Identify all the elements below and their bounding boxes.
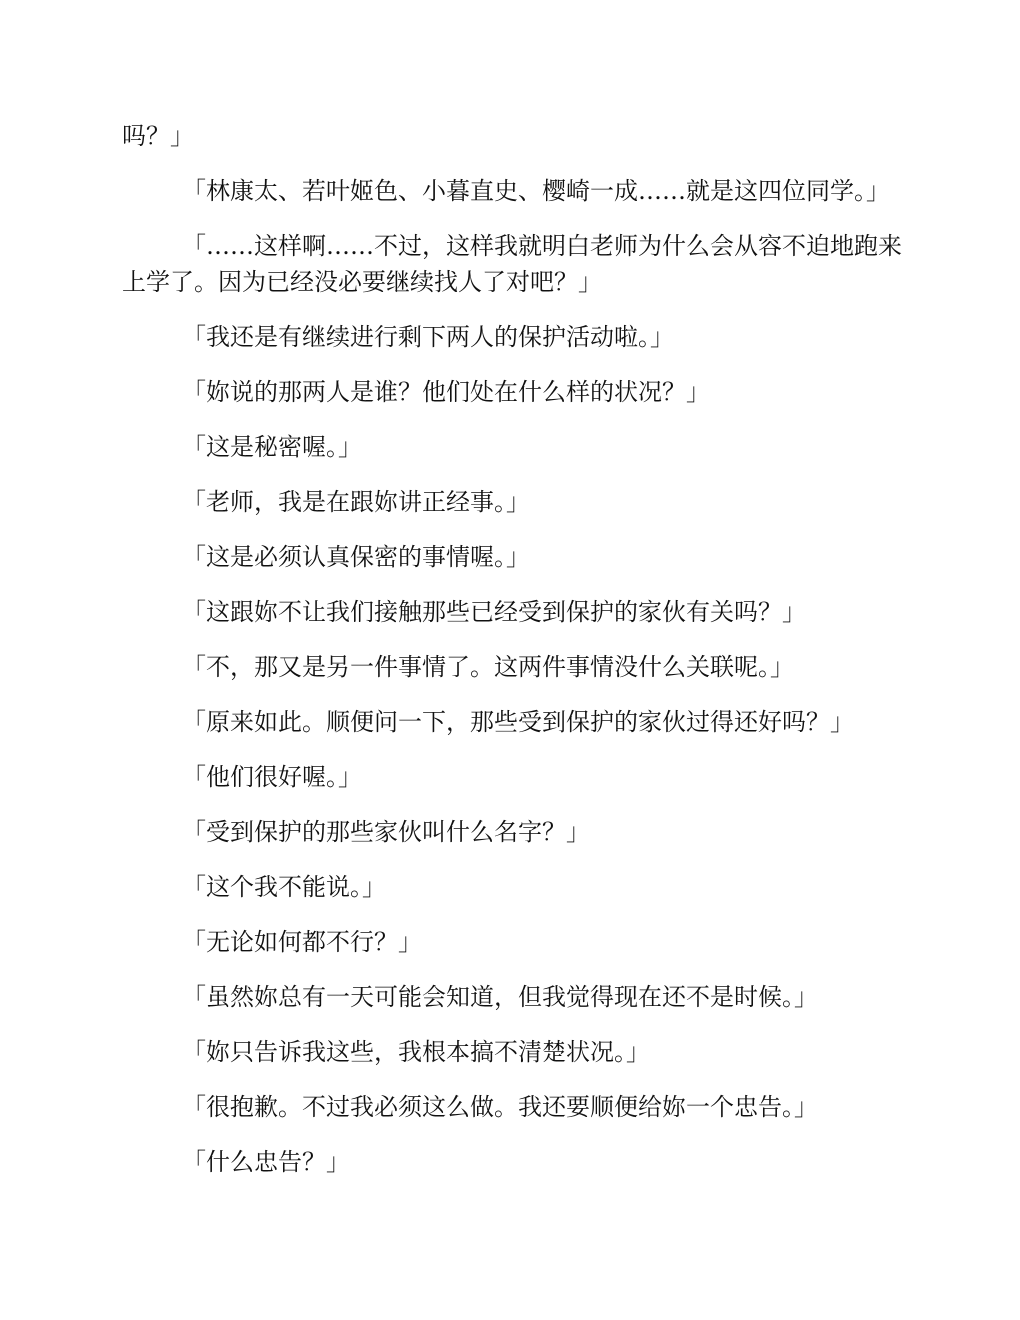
paragraph: 「这是必须认真保密的事情喔。」 <box>182 543 530 571</box>
paragraph: 「他们很好喔。」 <box>182 763 362 791</box>
paragraph: 「妳只告诉我这些，我根本搞不清楚状况。」 <box>182 1038 650 1066</box>
paragraph: 「林康太、若叶姬色、小暮直史、樱崎一成……就是这四位同学。」 <box>182 177 890 205</box>
paragraph: 「无论如何都不行？」 <box>182 928 422 956</box>
paragraph: 「不，那又是另一件事情了。这两件事情没什么关联呢。」 <box>182 653 794 681</box>
paragraph: 「什么忠告？」 <box>182 1148 350 1176</box>
paragraph: 「这是秘密喔。」 <box>182 433 362 461</box>
paragraph: 「原来如此。顺便问一下，那些受到保护的家伙过得还好吗？」 <box>182 708 854 736</box>
paragraph: 「妳说的那两人是谁？他们处在什么样的状况？」 <box>182 378 710 406</box>
paragraph: 「虽然妳总有一天可能会知道，但我觉得现在还不是时候。」 <box>182 983 818 1011</box>
paragraph: 「老师，我是在跟妳讲正经事。」 <box>182 488 530 516</box>
paragraph: 「……这样啊……不过，这样我就明白老师为什么会从容不迫地跑来上学了。因为已经没必要继续找人了对吧？」 <box>122 232 902 296</box>
paragraph: 「这个我不能说。」 <box>182 873 386 901</box>
paragraph: 「这跟妳不让我们接触那些已经受到保护的家伙有关吗？」 <box>182 598 806 626</box>
paragraph: 「受到保护的那些家伙叫什么名字？」 <box>182 818 590 846</box>
paragraph: 吗？」 <box>122 122 194 150</box>
paragraph: 「我还是有继续进行剩下两人的保护活动啦。」 <box>182 323 674 351</box>
paragraph: 「很抱歉。不过我必须这么做。我还要顺便给妳一个忠告。」 <box>182 1093 818 1121</box>
text-column <box>122 118 912 1199</box>
